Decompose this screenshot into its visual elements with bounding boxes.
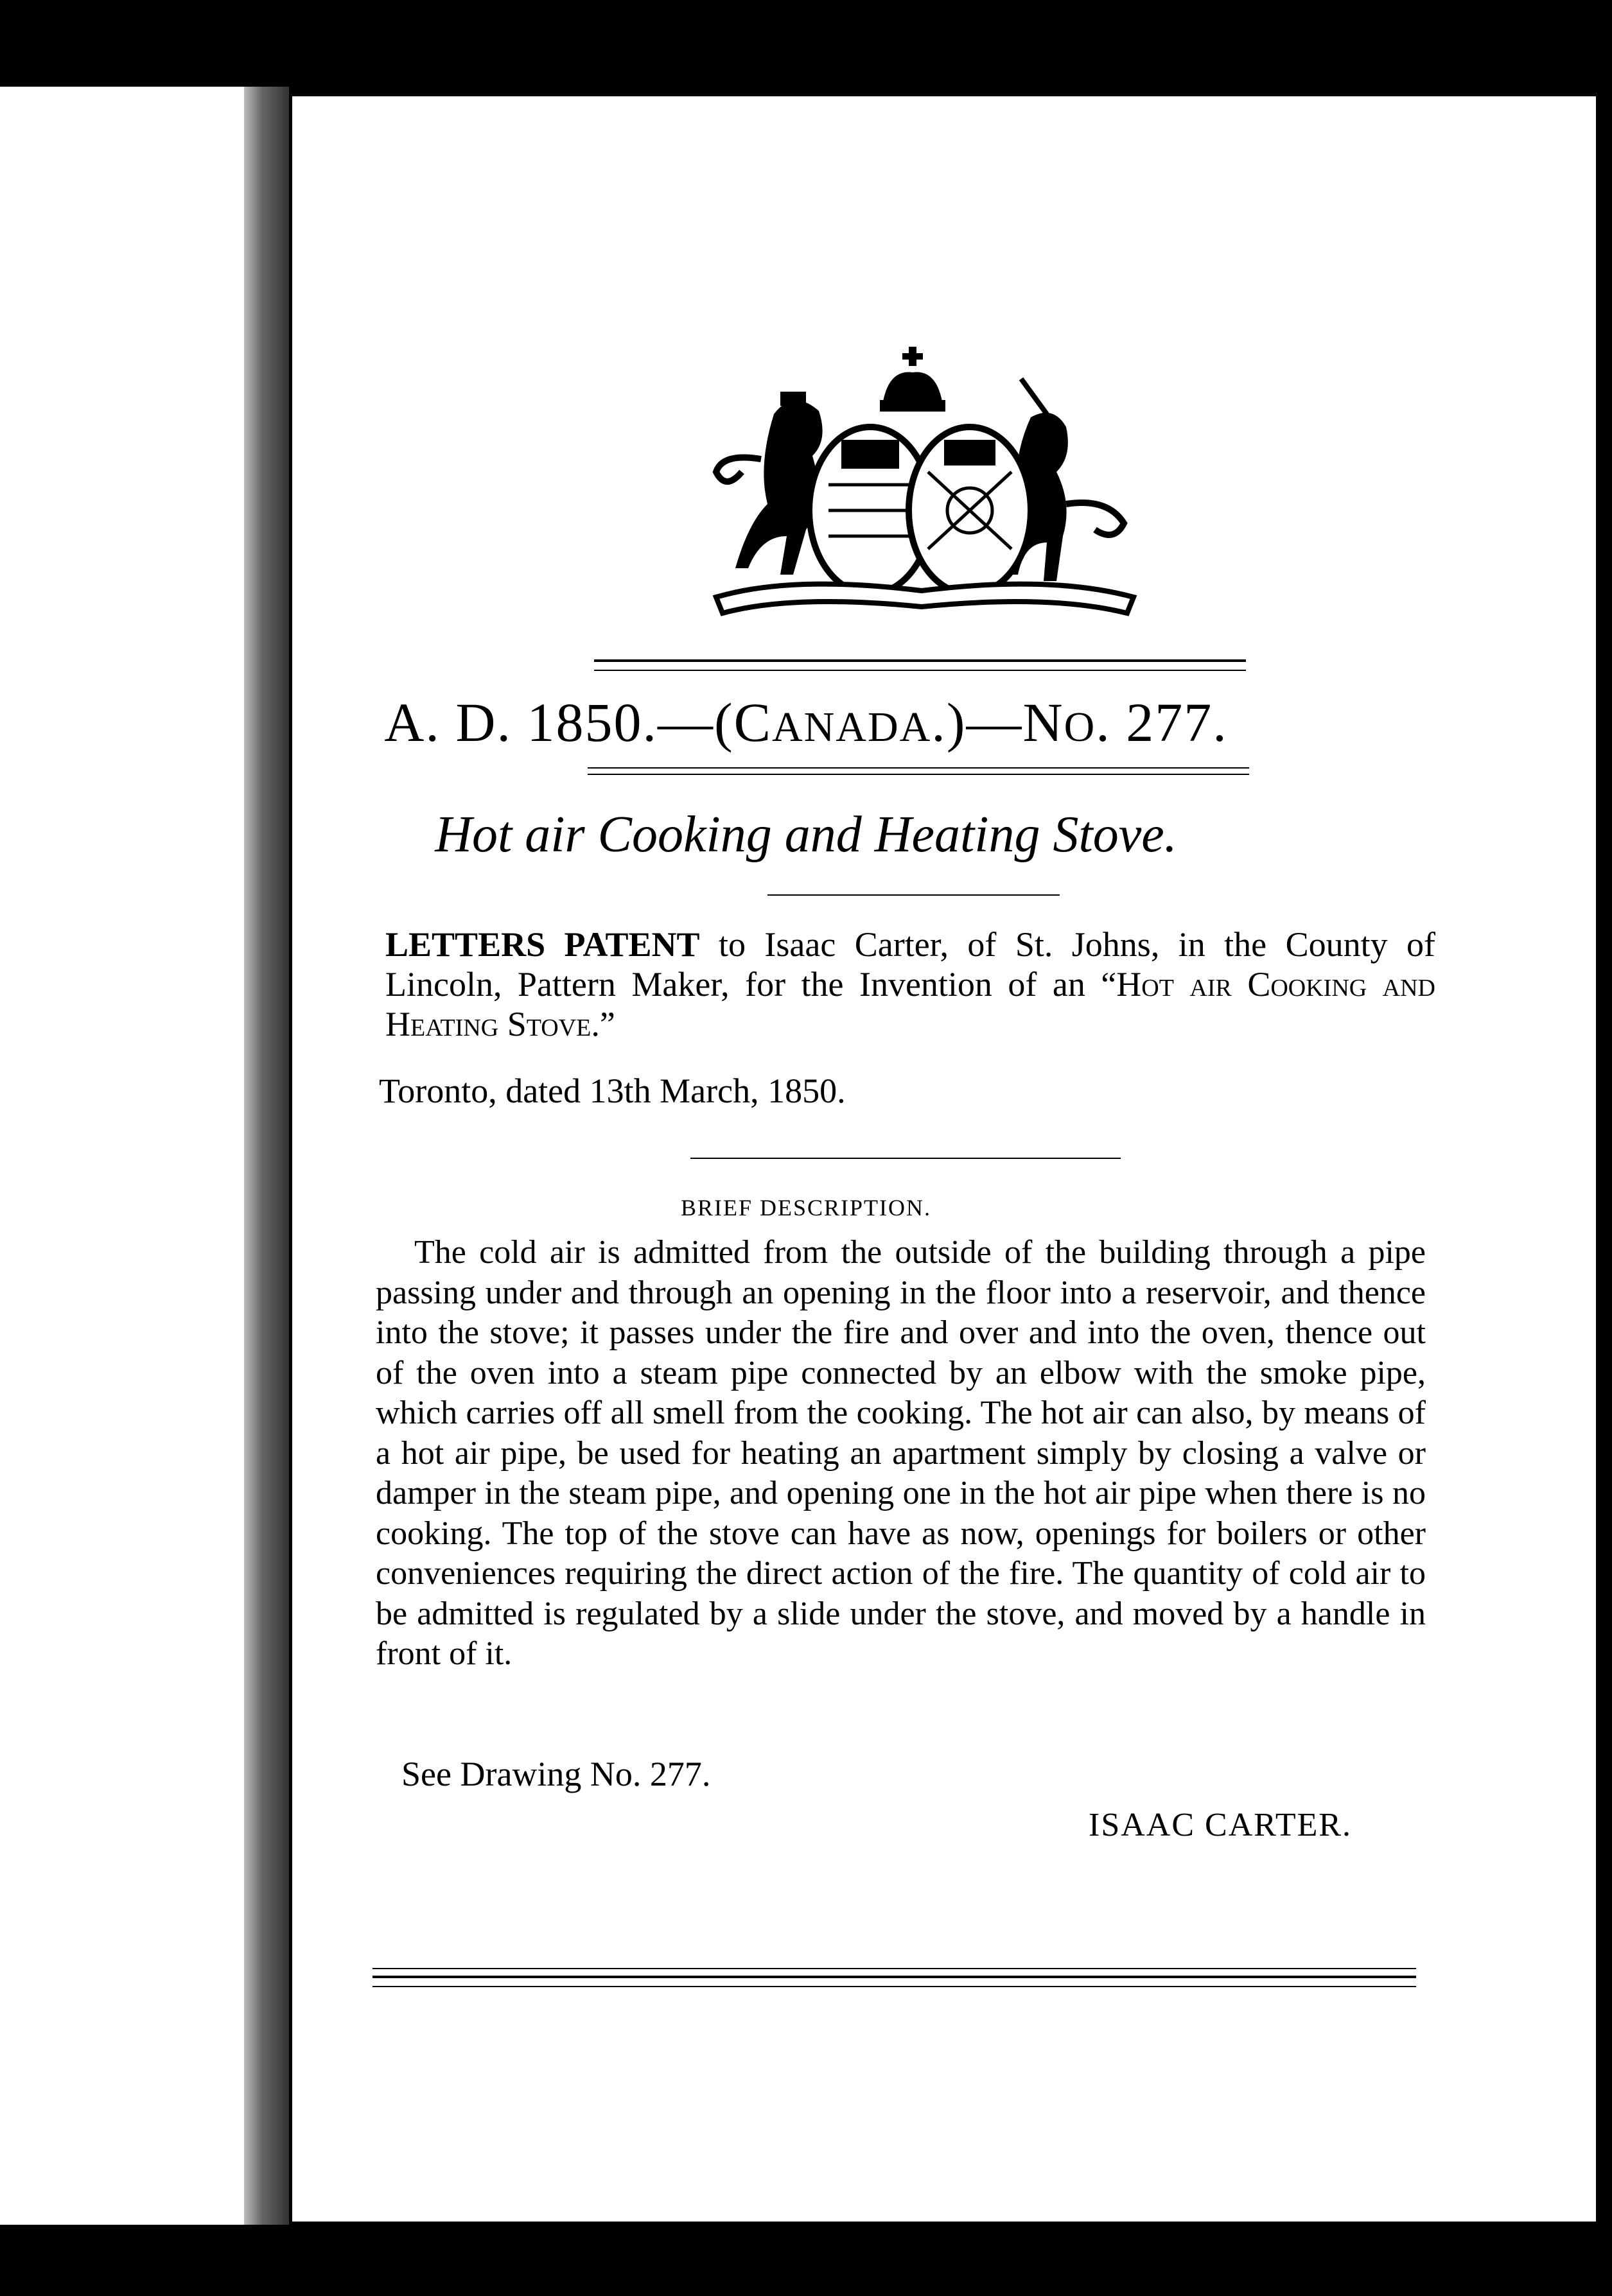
book-gutter — [244, 87, 289, 2225]
invention-name: Hot air Cooking and Heating Stove — [385, 965, 1436, 1043]
heading-ad: A. D. 1850.—( — [384, 691, 734, 753]
invention-title: Hot air Cooking and Heating Stove. — [435, 806, 1177, 863]
letters-patent-lead: LETTERS PATENT — [385, 925, 700, 964]
brief-description-heading: BRIEF DESCRIPTION. — [680, 1195, 932, 1221]
rule-bottom-2 — [372, 1976, 1416, 1978]
heading-country-rest: ANADA — [771, 704, 932, 751]
rule-below-heading — [588, 767, 1249, 769]
heading-country-initial: C — [733, 691, 772, 753]
rule-below-heading-2 — [588, 774, 1249, 775]
coat-of-arms-emblem — [697, 344, 1146, 639]
rule-bottom-1 — [372, 1968, 1416, 1969]
see-drawing-line: See Drawing No. 277. — [401, 1755, 711, 1793]
rule-above-heading — [594, 659, 1246, 662]
rule-below-title — [767, 894, 1060, 896]
signature: ISAAC CARTER. — [1089, 1807, 1353, 1843]
description-paragraph — [376, 1233, 1426, 1674]
letters-patent-paragraph — [385, 925, 1435, 1044]
heading-number: . 277. — [1096, 691, 1228, 753]
dated-line: Toronto, dated 13th March, 1850. — [379, 1072, 846, 1110]
heading-after-country: .)—N — [931, 691, 1064, 753]
adjacent-page — [0, 87, 270, 2225]
heading-number-o: O — [1064, 704, 1096, 751]
letters-patent-text: to Isaac Carter, of St. Johns, in the County of Lincoln, Pattern Maker, for the Invention of an “ — [385, 925, 1435, 1004]
letters-patent-close: .” — [591, 1005, 615, 1043]
rule-above-heading-thin — [594, 670, 1246, 671]
patent-heading — [0, 690, 1612, 754]
rule-above-brief — [690, 1158, 1121, 1159]
description-text: The cold air is admitted from the outside of the building through a pipe passing under and through an opening in the floor into a reservoir, and thence into the stove; it passes under the fire and over and into the oven, thence out of the oven into a steam pipe connected by an elbow with the smoke pipe, which carries off all smell from the cooking. The hot air can also, by means of a hot air pipe, be used for heating an apartment simply by closing a valve or damper in the steam pipe, and opening one in the hot air pipe when there is no cooking. The top of the stove can have as now, openings for boilers or other conveniences requiring the direct action of the fire. The quantity of cold air to be admitted is regulated by a slide under the stove, and moved by a handle in front of it. — [376, 1234, 1426, 1672]
rule-bottom-3 — [372, 1986, 1416, 1987]
